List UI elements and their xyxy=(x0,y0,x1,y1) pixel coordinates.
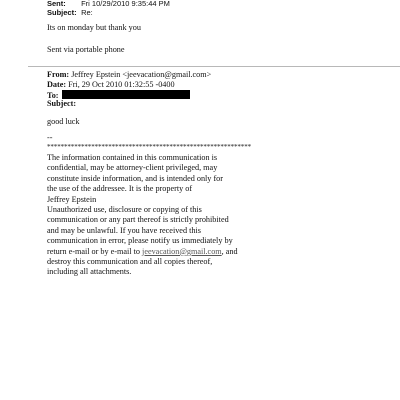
star-separator: ************************************************************ xyxy=(47,143,252,151)
subject-label: Subject: xyxy=(47,8,77,17)
disclaimer-line: constitute inside information, and is intended only for xyxy=(47,173,223,183)
disclaimer-line: destroy this communication and all copies thereof, xyxy=(47,257,213,267)
disclaimer-line-return xyxy=(47,247,297,257)
disclaimer-line: The information contained in this communication is xyxy=(47,153,218,162)
message-divider xyxy=(28,66,400,67)
sent-row xyxy=(47,0,170,8)
disclaimer-line: communication or any part thereof is strictly prohibited xyxy=(47,215,229,225)
disclaimer-line: Jeffrey Epstein xyxy=(47,194,97,204)
from-label: From: xyxy=(47,70,70,79)
date-label: Date: xyxy=(47,80,67,89)
reply-body: Its on monday but thank you xyxy=(47,23,141,32)
subject-row xyxy=(47,8,93,17)
reply-signature: Sent via portable phone xyxy=(47,45,125,54)
sent-value: Fri 10/29/2010 9:35:44 PM xyxy=(81,0,170,8)
disclaimer-line: the use of the addressee. It is the property of xyxy=(47,184,193,194)
quoted-subject-label: Subject: xyxy=(47,99,77,108)
date-row xyxy=(47,80,175,90)
sent-label: Sent: xyxy=(47,0,66,8)
disclaimer-line: confidential, may be attorney-client privileged, may xyxy=(47,163,218,173)
from-value: Jeffrey Epstein <jeevacation@gmail.com> xyxy=(71,70,212,79)
to-label: To: xyxy=(47,91,59,100)
date-value: Fri, 29 Oct 2010 01:32:55 -0400 xyxy=(68,80,175,89)
disclaimer-block xyxy=(47,153,297,278)
quoted-subject-row xyxy=(47,99,76,109)
disclaimer-line: and may be unlawful. If you have received this xyxy=(47,225,201,235)
disclaimer-line: including all attachments. xyxy=(47,267,132,277)
return-suffix: , and xyxy=(221,246,238,256)
from-row xyxy=(47,70,211,80)
return-prefix: return e-mail or by e-mail to xyxy=(47,246,143,256)
disclaimer-line: communication in error, please notify us immediately by xyxy=(47,236,233,246)
quoted-body: good luck xyxy=(47,117,80,126)
to-redaction xyxy=(62,90,190,99)
email-link[interactable]: jeevacation@gmail.com xyxy=(142,246,222,256)
subject-value: Re: xyxy=(81,8,93,17)
signature-dash: -- xyxy=(47,133,53,142)
disclaimer-line: Unauthorized use, disclosure or copying of this xyxy=(47,205,202,215)
